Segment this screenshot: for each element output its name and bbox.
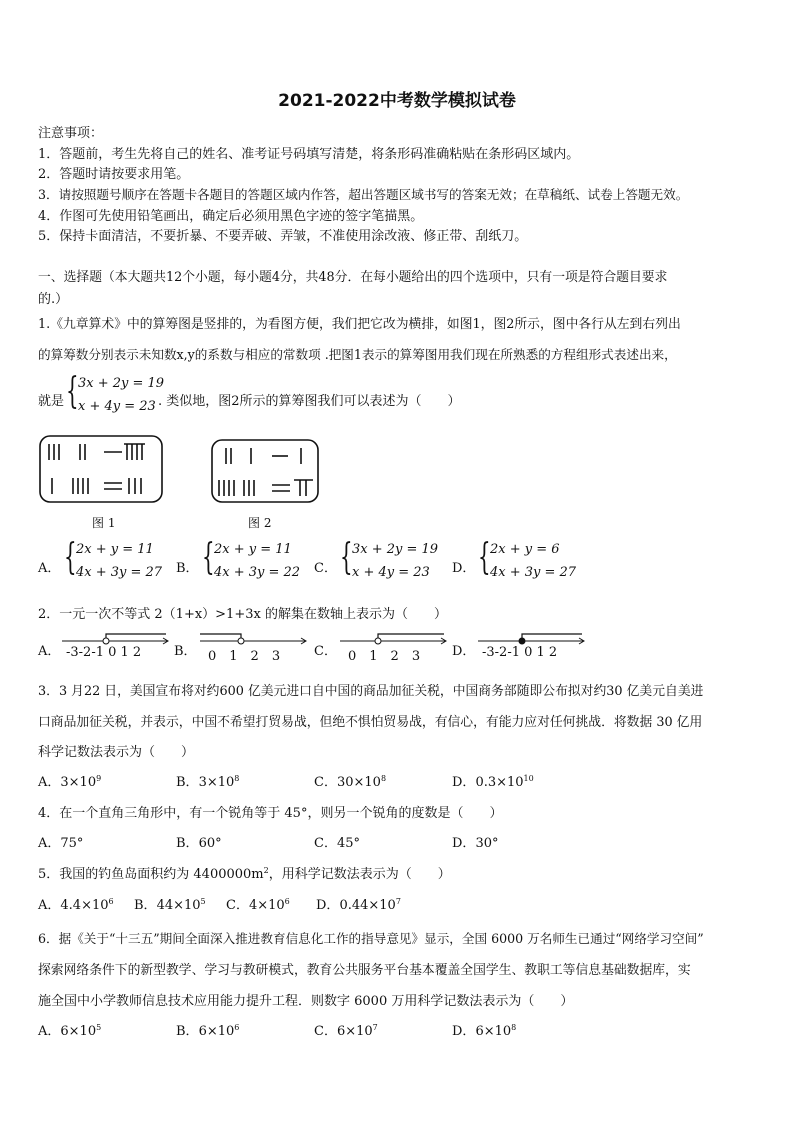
brace-icon: { xyxy=(478,537,491,578)
q5-option-d xyxy=(316,894,401,913)
q5-option-b-exp: 5 xyxy=(200,897,206,906)
q3-option-b-base: 3×10 xyxy=(198,775,235,790)
q3-option-d xyxy=(452,771,534,790)
q1-sys-eq2: x + 4y = 23 xyxy=(78,399,156,414)
q2-option-a-labels: -3-2-1 0 1 2 xyxy=(66,645,142,660)
q6-option-a xyxy=(38,1020,101,1039)
q4-option-a-letter: A． xyxy=(38,836,61,851)
q1-option-b-eq2: 4x + 3y = 22 xyxy=(214,565,301,580)
q3-line1: 3．3 月22 日，美国宣布将对约600 亿美元进口自中国的商品加征关税，中国商务部随即公布拟对约30 亿美元自美进 xyxy=(38,684,704,699)
brace-icon: { xyxy=(66,371,79,412)
q5-option-a-exp: 6 xyxy=(108,897,114,906)
q5-option-c-base: 4×10 xyxy=(248,898,285,913)
q6-options xyxy=(38,1020,598,1038)
q4-option-d-text: 30° xyxy=(475,836,499,851)
q4-option-c-letter: C． xyxy=(314,836,337,851)
q1-option-d-letter: D． xyxy=(452,561,476,576)
q5-option-c xyxy=(226,894,290,913)
section-heading-line1: 一、选择题（本大题共12个小题，每小题4分，共48分．在每小题给出的四个选项中，只有一项是符合题目要求 xyxy=(38,270,668,285)
q3-option-a-letter: A． xyxy=(38,775,61,790)
q5-option-c-exp: 6 xyxy=(284,897,290,906)
q5-option-a-base: 4.4×10 xyxy=(60,898,109,913)
q2-option-d-labels: -3-2-1 0 1 2 xyxy=(482,645,558,660)
q3-option-c-base: 30×10 xyxy=(336,775,381,790)
q5-option-b-letter: B． xyxy=(134,898,157,913)
q5-option-b-base: 44×10 xyxy=(156,898,201,913)
brace-icon: { xyxy=(202,537,215,578)
q6-option-d-base: 6×10 xyxy=(475,1024,512,1039)
q1-option-d-eq1: 2x + y = 6 xyxy=(490,542,560,557)
q3-option-a-base: 3×10 xyxy=(60,775,97,790)
q3-options xyxy=(38,771,598,789)
q4-stem: 4．在一个直角三角形中，有一个锐角等于 45°，则另一个锐角的度数是（ ） xyxy=(38,806,503,821)
q1-option-d xyxy=(478,537,588,585)
q2-option-d-letter: D． xyxy=(452,644,476,659)
q4-option-d xyxy=(452,832,498,851)
q3-line2: 口商品加征关税，并表示，中国不希望打贸易战，但绝不惧怕贸易战，有信心，有能力应对任何挑战．将数据 30 亿用 xyxy=(38,715,703,730)
figure-2-rods xyxy=(212,440,318,502)
q3-option-d-exp: 10 xyxy=(523,774,534,783)
note-item-3: 3．请按照题号顺序在答题卡各题目的答题区域内作答，超出答题区域书写的答案无效；在草稿纸、试卷上答题无效。 xyxy=(38,187,689,202)
q1-option-a-letter: A． xyxy=(38,561,61,576)
q5-option-d-letter: D． xyxy=(316,898,340,913)
q1-option-a-eq1: 2x + y = 11 xyxy=(76,542,154,557)
q2-stem: 2．一元一次不等式 2（1+x）>1+3x 的解集在数轴上表示为（ ） xyxy=(38,607,447,622)
q2-option-c-letter: C． xyxy=(314,644,337,659)
q1-sys-eq1: 3x + 2y = 19 xyxy=(78,376,165,391)
q1-line1: 1.《九章算术》中的算筹图是竖排的，为看图方便，我们把它改为横排，如图1，图2所示，图中各行从左到右列出 xyxy=(38,317,681,332)
q4-option-d-letter: D． xyxy=(452,836,476,851)
q3-line3: 科学记数法表示为（ ） xyxy=(38,745,195,760)
q6-option-d xyxy=(452,1020,516,1039)
q6-option-c-base: 6×10 xyxy=(336,1024,373,1039)
q6-option-d-letter: D． xyxy=(452,1024,476,1039)
q4-option-c-text: 45° xyxy=(336,836,360,851)
q3-option-a-exp: 9 xyxy=(96,774,102,783)
section-heading-line2: 的.） xyxy=(38,292,69,307)
q3-option-b-letter: B． xyxy=(176,775,199,790)
q6-line3: 施全国中小学教师信息技术应用能力提升工程．则数字 6000 万用科学记数法表示为（ ） xyxy=(38,994,574,1009)
q1-line2: 的算筹数分别表示未知数x,y的系数与相应的常数项 .把图1表示的算筹图用我们现在所熟悉的方程组形式表述出来， xyxy=(38,347,677,362)
q6-option-d-exp: 8 xyxy=(511,1023,517,1032)
q5-options xyxy=(38,894,598,912)
q4-option-b-letter: B． xyxy=(176,836,199,851)
q1-equation-system xyxy=(66,371,166,421)
q2-option-a-letter: A． xyxy=(38,644,61,659)
q4-option-b-text: 60° xyxy=(198,836,222,851)
q1-option-a-eq2: 4x + 3y = 27 xyxy=(76,565,163,580)
q3-option-b xyxy=(176,771,239,790)
note-item-4: 4．作图可先使用铅笔画出，确定后必须用黑色字迹的签字笔描黑。 xyxy=(38,209,424,224)
q6-option-a-base: 6×10 xyxy=(60,1024,97,1039)
q1-option-c-eq2: x + 4y = 23 xyxy=(352,565,430,580)
q3-option-c-letter: C． xyxy=(314,775,337,790)
q3-option-c-exp: 8 xyxy=(380,774,387,783)
q6-option-b-letter: B． xyxy=(176,1024,199,1039)
q6-option-a-letter: A． xyxy=(38,1024,61,1039)
figure-1-label: 图 1 xyxy=(92,516,116,530)
q3-option-d-base: 0.3×10 xyxy=(475,775,524,790)
q1-option-b-letter: B． xyxy=(176,561,199,576)
q1-prefix: 就是 xyxy=(38,394,65,409)
q5-stem-post: ，用科学记数法表示为（ ） xyxy=(268,867,451,882)
q6-option-b-exp: 6 xyxy=(234,1023,240,1032)
q3-option-c xyxy=(314,771,386,790)
q1-option-d-eq2: 4x + 3y = 27 xyxy=(490,565,577,580)
q6-line2: 探索网络条件下的新型教学、学习与教研模式，教育公共服务平台基本覆盖全国学生、教职工等信息基础数据库，实 xyxy=(38,963,691,978)
notes-heading: 注意事项： xyxy=(38,126,104,141)
q1-option-c xyxy=(340,537,450,585)
q1-option-b-eq1: 2x + y = 11 xyxy=(214,542,292,557)
q6-option-a-exp: 5 xyxy=(96,1023,102,1032)
q2-options xyxy=(38,632,598,662)
q1-option-c-eq1: 3x + 2y = 19 xyxy=(352,542,439,557)
brace-icon: { xyxy=(340,537,353,578)
note-item-1: 1．答题前，考生先将自己的姓名、准考证号码填写清楚，将条形码准确粘贴在条形码区域内。 xyxy=(38,147,580,162)
q4-option-a-text: 75° xyxy=(60,836,84,851)
figure-2-label: 图 2 xyxy=(248,516,272,530)
q6-option-c-exp: 7 xyxy=(372,1023,378,1032)
q6-line1: 6．据《关于“十三五”期间全面深入推进教育信息化工作的指导意见》显示，全国 6000 万名师生已通过“网络学习空间” xyxy=(38,931,704,946)
q5-stem xyxy=(38,863,451,882)
q5-option-d-exp: 7 xyxy=(395,897,401,906)
q3-option-a xyxy=(38,771,101,790)
page-title: 2021-2022中考数学模拟试卷 xyxy=(278,91,516,111)
q5-option-c-letter: C． xyxy=(226,898,249,913)
q1-option-b xyxy=(202,537,312,585)
q6-option-c-letter: C． xyxy=(314,1024,337,1039)
q4-options xyxy=(38,832,598,850)
q6-option-b xyxy=(176,1020,239,1039)
figure-1-rods xyxy=(40,436,162,502)
q3-option-b-exp: 8 xyxy=(234,774,240,783)
counting-rods-figures xyxy=(34,432,324,528)
q2-option-c-labels: 0 1 2 3 xyxy=(348,649,421,664)
q4-option-c xyxy=(314,832,360,851)
q2-option-b-letter: B． xyxy=(174,644,197,659)
note-item-5: 5．保持卡面清洁，不要折暴、不要弄破、弄皱，不准使用涂改液、修正带、刮纸刀。 xyxy=(38,229,528,244)
q1-suffix: . 类似地，图2所示的算筹图我们可以表述为（ ） xyxy=(158,394,461,409)
q1-option-a xyxy=(64,537,174,585)
q5-option-a xyxy=(38,894,114,913)
q5-option-b xyxy=(134,894,206,913)
q1-options xyxy=(38,537,598,587)
q5-option-d-base: 0.44×10 xyxy=(339,898,396,913)
q5-stem-pre: 5．我国的钓鱼岛面积约为 4400000m xyxy=(38,867,264,882)
q4-option-b xyxy=(176,832,222,851)
brace-icon: { xyxy=(64,537,77,578)
q4-option-a xyxy=(38,832,83,851)
q5-option-a-letter: A． xyxy=(38,898,61,913)
q6-option-b-base: 6×10 xyxy=(198,1024,235,1039)
q3-option-d-letter: D． xyxy=(452,775,476,790)
q6-option-c xyxy=(314,1020,378,1039)
q5-stem-sup: 2 xyxy=(263,866,269,875)
note-item-2: 2．答题时请按要求用笔。 xyxy=(38,167,190,182)
q2-option-b-labels: 0 1 2 3 xyxy=(208,649,281,664)
q1-option-c-letter: C． xyxy=(314,561,337,576)
